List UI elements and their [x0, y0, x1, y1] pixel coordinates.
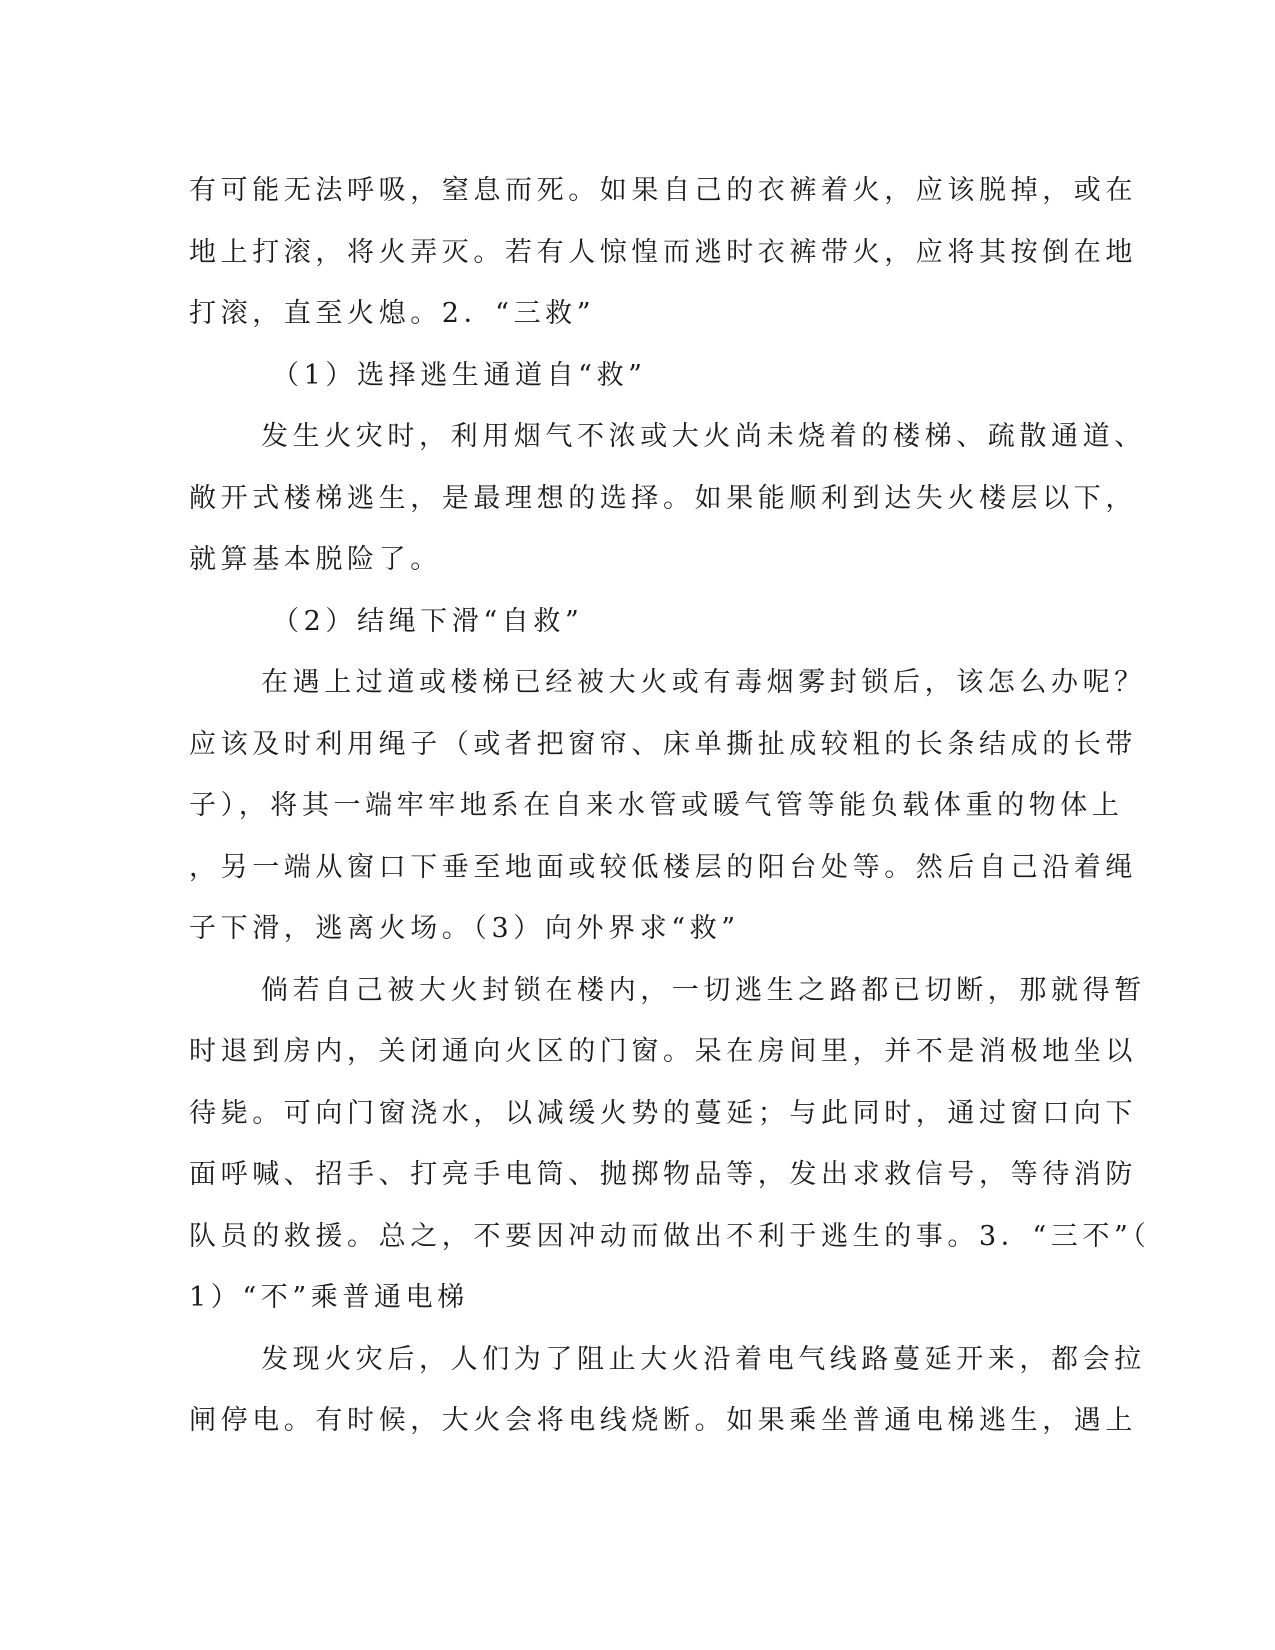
- body-text: [189, 160, 1151, 1452]
- text-line: 打滚，直至火熄。2．“三救”: [189, 298, 596, 329]
- text-line: 有可能无法呼吸，窒息而死。如果自己的衣裤着火，应该脱掉，或在: [189, 175, 1137, 206]
- text-line: 倘若自己被大火封锁在楼内，一切逃生之路都已切断，那就得暂: [261, 974, 1146, 1006]
- text-line: ，另一端从窗口下垂至地面或较低楼层的阳台处等。然后自己沿着绳: [189, 851, 1137, 883]
- text-line: 发现火灾后，人们为了阻止大火沿着电气线路蔓延开来，都会拉: [261, 1343, 1146, 1375]
- text-line: 1）“不”乘普通电梯: [189, 1282, 469, 1313]
- text-line: 队员的救援。总之，不要因冲动而做出不利于逃生的事。3．“三不”（: [189, 1220, 1151, 1252]
- text-line: 子），将其一端牢牢地系在自来水管或暖气管等能负载体重的物体上: [189, 790, 1124, 821]
- text-line: 敞开式楼梯逃生，是最理想的选择。如果能顺利到达失火楼层以下，: [189, 482, 1137, 514]
- text-line: 发生火灾时，利用烟气不浓或大火尚未烧着的楼梯、疏散通道、: [261, 421, 1146, 452]
- text-line: 在遇上过道或楼梯已经被大火或有毒烟雾封锁后，该怎么办呢？: [261, 667, 1146, 698]
- text-line: 闸停电。有时候，大火会将电线烧断。如果乘坐普通电梯逃生，遇上: [189, 1405, 1137, 1436]
- text-line: 面呼喊、招手、打亮手电筒、抛掷物品等，发出求救信号，等待消防: [189, 1159, 1137, 1190]
- subheading-line: （1）选择逃生通道自“救”: [272, 359, 647, 391]
- text-line: 应该及时利用绳子（或者把窗帘、床单撕扯成较粗的长条结成的长带: [189, 728, 1137, 760]
- text-line: 子下滑，逃离火场。（3）向外界求“救”: [189, 913, 740, 944]
- subheading-line: （2）结绳下滑“自救”: [272, 605, 584, 637]
- text-line: 待毙。可向门窗浇水，以减缓火势的蔓延；与此同时，通过窗口向下: [189, 1097, 1137, 1129]
- text-line: 地上打滚，将火弄灭。若有人惊惶而逃时衣裤带火，应将其按倒在地: [189, 236, 1137, 268]
- text-line: 就算基本脱险了。: [189, 544, 442, 575]
- text-line: 时退到房内，关闭通向火区的门窗。呆在房间里，并不是消极地坐以: [189, 1036, 1137, 1067]
